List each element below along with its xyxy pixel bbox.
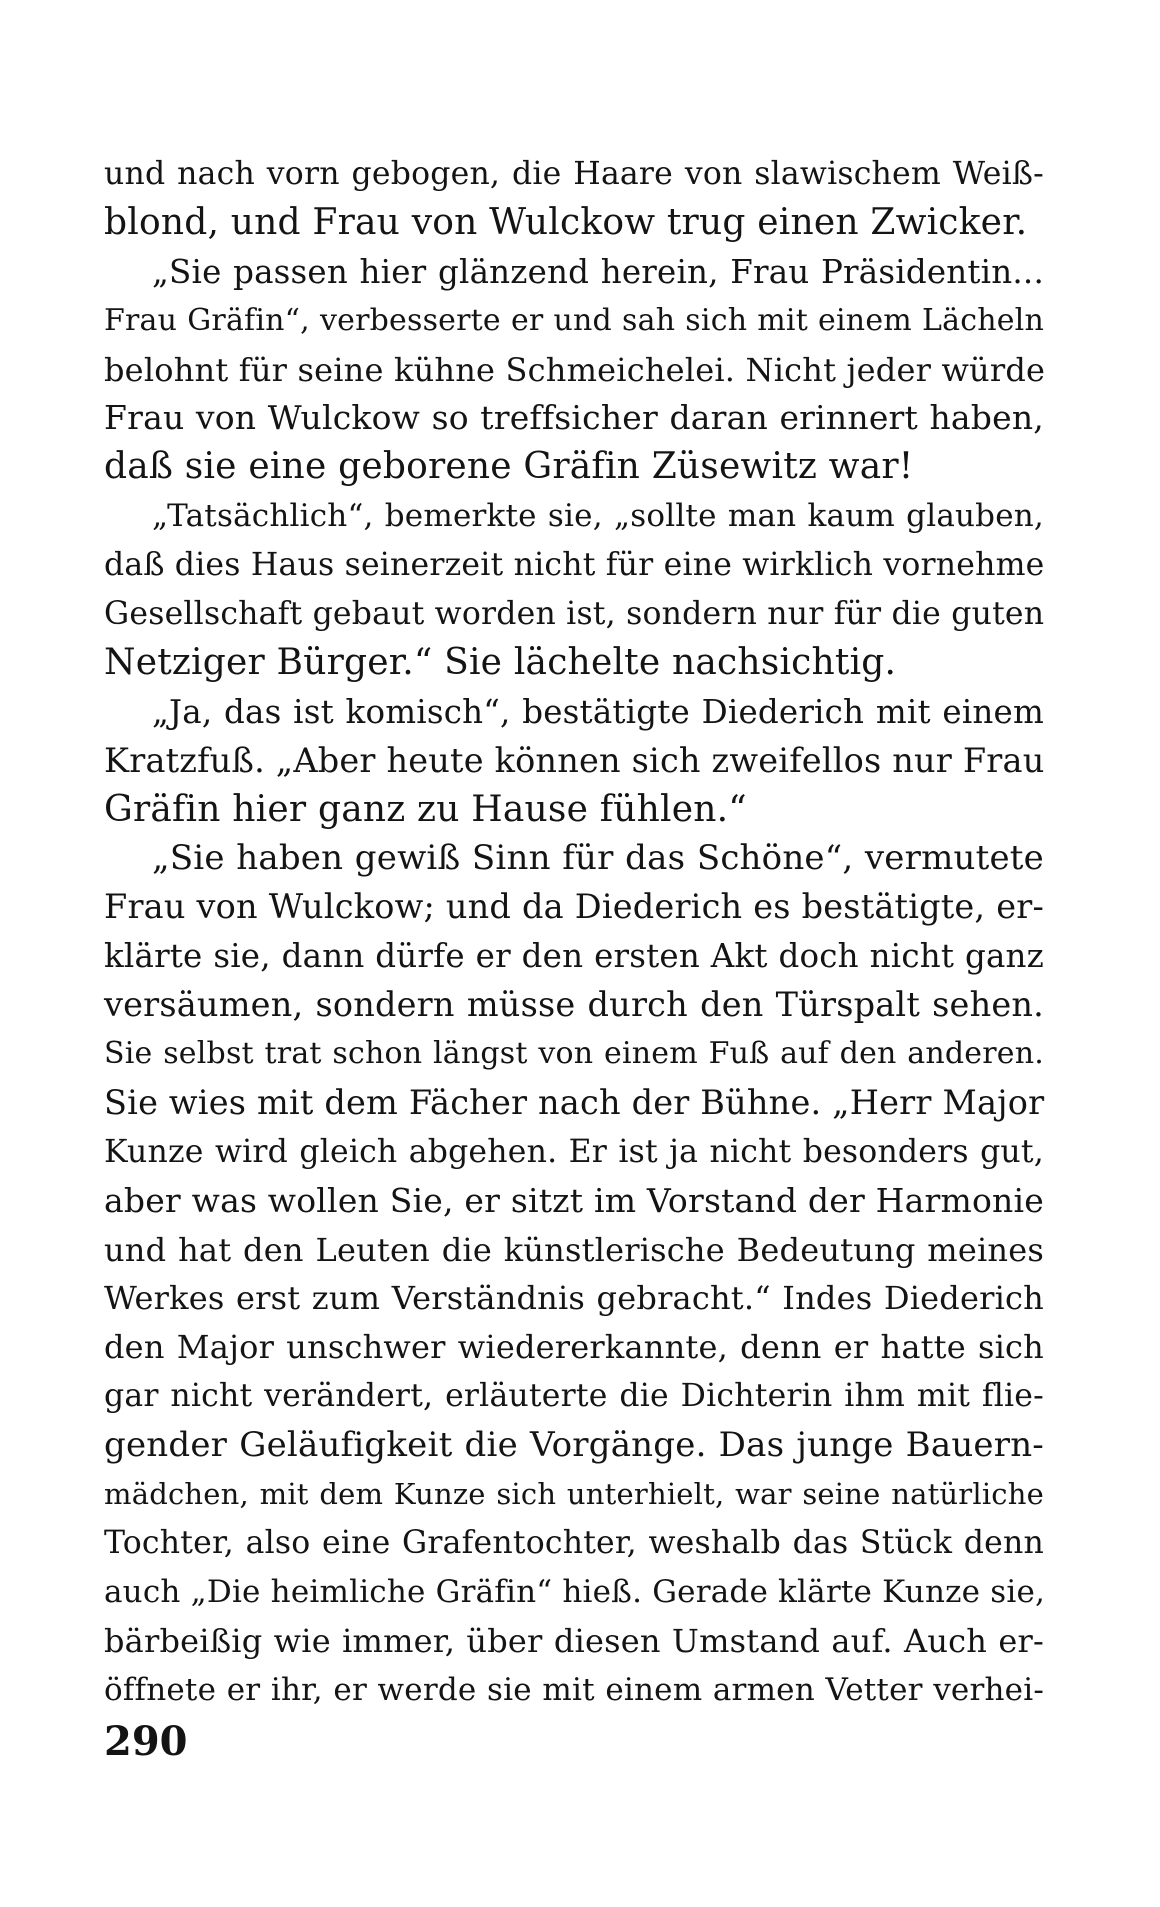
text-line: und nach vorn gebogen, die Haare von slawischem Weiß-	[104, 156, 1044, 192]
text-line: Netziger Bürger.“ Sie lächelte nachsichtig.	[104, 641, 897, 683]
text-line: den Major unschwer wiedererkannte, denn er hatte sich	[104, 1328, 1044, 1367]
text-line: „Ja, das ist komisch“, bestätigte Diederich mit einem	[152, 692, 1044, 731]
text-line: gar nicht verändert, erläuterte die Dichterin ihm mit flie-	[104, 1378, 1044, 1415]
text-line: und hat den Leuten die künstlerische Bedeutung meines	[104, 1230, 1044, 1269]
text-line: blond, und Frau von Wulckow trug einen Zwicker.	[104, 201, 1028, 243]
text-line: daß dies Haus seinerzeit nicht für eine wirklich vornehme	[104, 547, 1045, 584]
text-line: Kunze wird gleich abgehen. Er ist ja nicht besonders gut,	[104, 1133, 1044, 1170]
text-line: Sie selbst trat schon längst von einem Fuß auf den anderen.	[104, 1036, 1044, 1072]
text-line: Gräfin hier ganz zu Hause fühlen.“	[104, 788, 747, 830]
text-line: Kratzfuß. „Aber heute können sich zweifellos nur Frau	[104, 740, 1045, 780]
text-line: daß sie eine geborene Gräfin Züsewitz war!	[104, 446, 914, 488]
text-line: Frau Gräfin“, verbesserte er und sah sich mit einem Lächeln	[104, 302, 1044, 338]
text-line: Sie wies mit dem Fächer nach der Bühne. „Herr Major	[104, 1082, 1045, 1122]
text-line: Frau von Wulckow; und da Diederich es bestätigte, er-	[104, 887, 1044, 927]
text-line: Werkes erst zum Verständnis gebracht.“ Indes Diederich	[104, 1279, 1044, 1318]
text-line: gender Geläufigkeit die Vorgänge. Das junge Bauern-	[104, 1425, 1044, 1466]
text-line: Gesellschaft gebaut worden ist, sondern nur für die guten	[104, 596, 1045, 633]
text-line: „Tatsächlich“, bemerkte sie, „sollte man kaum glauben,	[152, 498, 1044, 535]
page-number: 290	[104, 1718, 188, 1765]
text-line: auch „Die heimliche Gräfin“ hieß. Gerade klärte Kunze sie,	[104, 1573, 1046, 1610]
text-line: versäumen, sondern müsse durch den Türspalt sehen.	[104, 985, 1044, 1025]
text-line: öffnete er ihr, er werde sie mit einem armen Vetter verhei-	[104, 1671, 1044, 1708]
text-line: „Sie haben gewiß Sinn für das Schöne“, vermutete	[152, 838, 1044, 879]
text-line: bärbeißig wie immer, über diesen Umstand auf. Auch er-	[104, 1621, 1044, 1660]
text-line: „Sie passen hier glänzend herein, Frau Präsidentin...	[152, 252, 1044, 291]
text-line: Frau von Wulckow so treffsicher daran erinnert haben,	[104, 398, 1044, 438]
text-line: klärte sie, dann dürfe er den ersten Akt doch nicht ganz	[104, 937, 1044, 976]
text-line: mädchen, mit dem Kunze sich unterhielt, war seine natürliche	[104, 1477, 1044, 1512]
text-line: Tochter, also eine Grafentochter, weshalb das Stück denn	[104, 1524, 1044, 1561]
text-line: aber was wollen Sie, er sitzt im Vorstand der Harmonie	[104, 1180, 1044, 1220]
text-page	[104, 150, 1044, 1715]
text-line: belohnt für seine kühne Schmeichelei. Nicht jeder würde	[104, 350, 1046, 389]
